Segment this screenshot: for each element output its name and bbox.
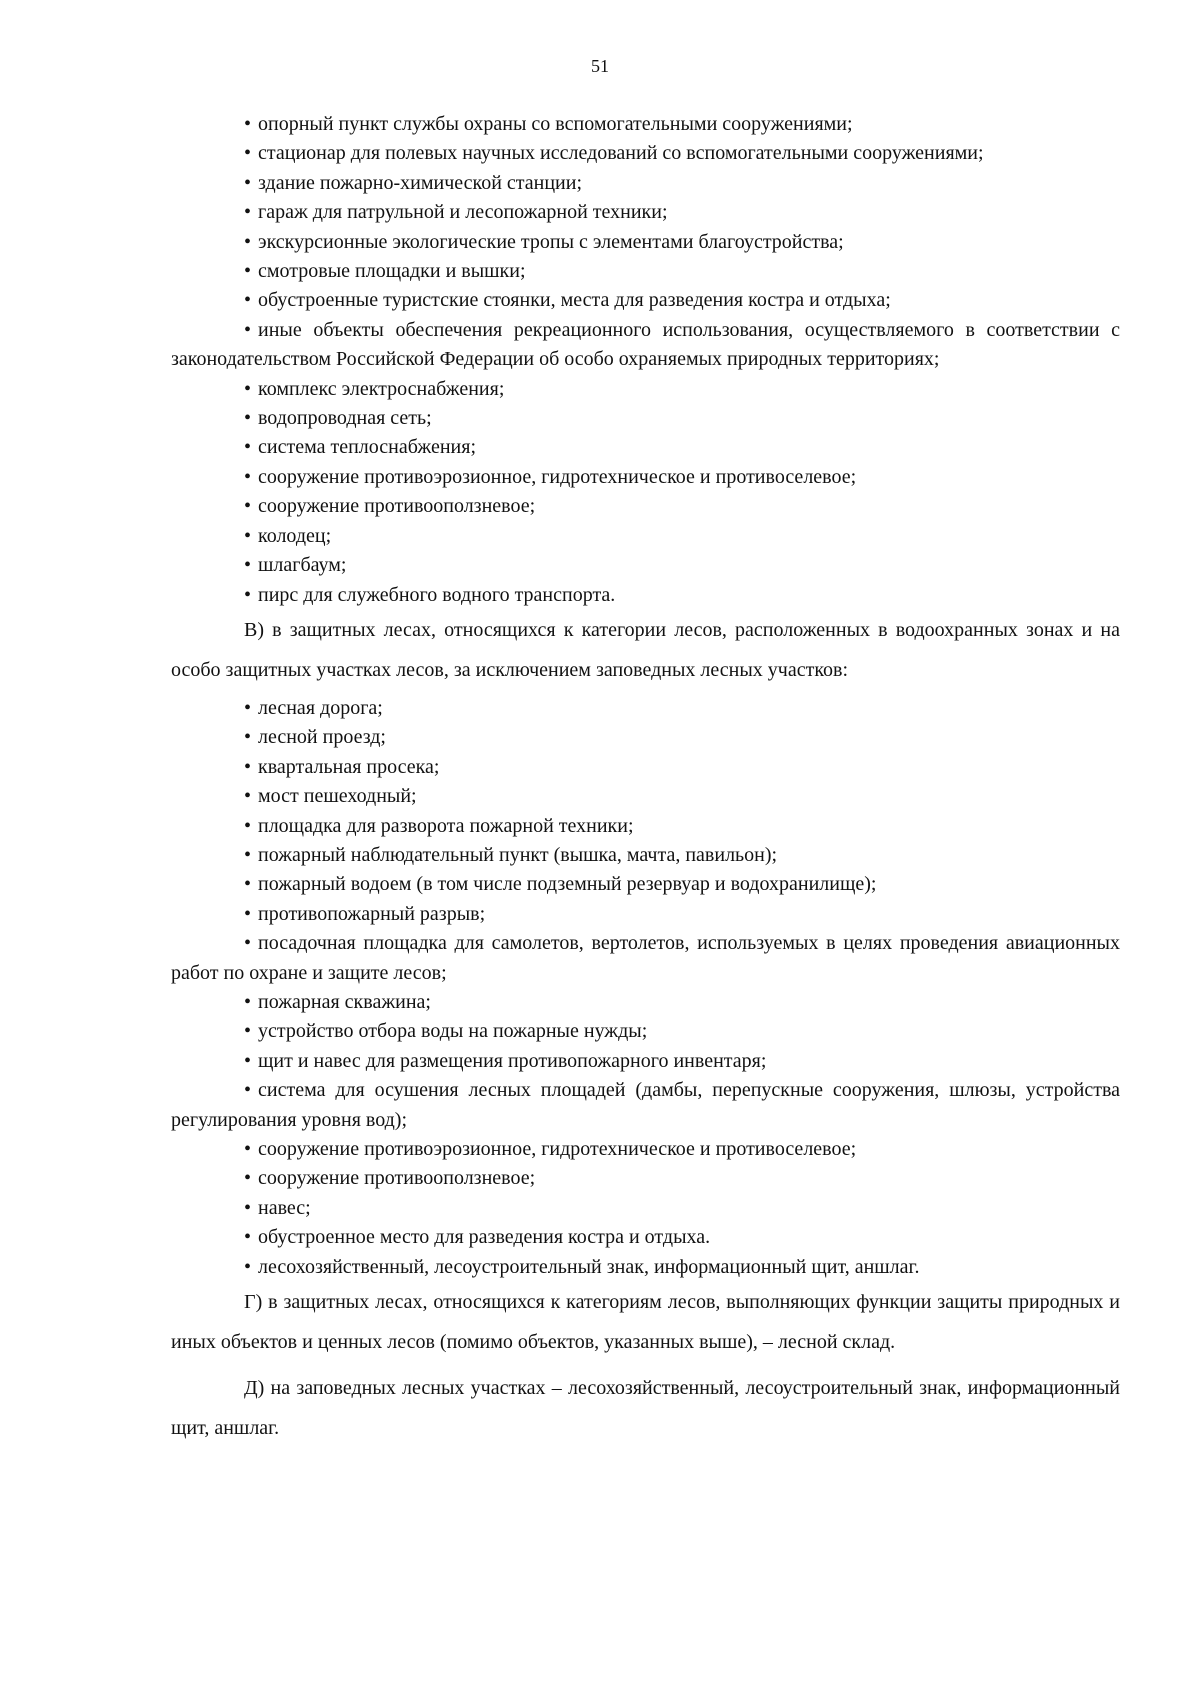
bullet-item bbox=[171, 404, 1120, 433]
bullet-item bbox=[171, 929, 1120, 988]
bullet-text: лесной проезд; bbox=[258, 726, 386, 749]
bullet-item bbox=[171, 1164, 1120, 1193]
bullet-icon: • bbox=[244, 902, 252, 925]
bullet-icon: • bbox=[244, 1079, 252, 1102]
bullet-icon: • bbox=[244, 1020, 252, 1043]
bullet-icon: • bbox=[244, 230, 252, 253]
bullet-text: комплекс электроснабжения; bbox=[258, 377, 505, 400]
bullet-icon: • bbox=[244, 990, 252, 1013]
section-paragraph: В) в защитных лесах, относящихся к категории лесов, расположенных в водоохранных зонах и на особо защитных участках лесов, за исключением заповедных лесных участков: bbox=[171, 618, 1120, 681]
bullet-item bbox=[171, 581, 1120, 610]
bullet-text: пожарная скважина; bbox=[258, 990, 431, 1013]
bullet-text: устройство отбора воды на пожарные нужды; bbox=[258, 1020, 648, 1043]
bullet-icon: • bbox=[244, 583, 252, 606]
bullet-text: смотровые площадки и вышки; bbox=[258, 260, 526, 283]
bullet-item bbox=[171, 841, 1120, 870]
bullet-icon: • bbox=[244, 436, 252, 459]
bullet-icon: • bbox=[244, 755, 252, 778]
bullet-item bbox=[171, 198, 1120, 227]
bullet-item bbox=[171, 433, 1120, 462]
bullet-item bbox=[171, 257, 1120, 286]
bullet-icon: • bbox=[244, 318, 252, 341]
bullet-item bbox=[171, 286, 1120, 315]
bullet-item bbox=[171, 694, 1120, 723]
bullet-icon: • bbox=[244, 554, 252, 577]
bullet-text: гараж для патрульной и лесопожарной техники; bbox=[258, 201, 668, 224]
bullet-text: сооружение противооползневое; bbox=[258, 495, 536, 518]
bullet-item bbox=[171, 782, 1120, 811]
bullet-item bbox=[171, 169, 1120, 198]
bullet-text: обустроенное место для разведения костра и отдыха. bbox=[258, 1226, 711, 1249]
bullet-icon: • bbox=[244, 495, 252, 518]
bullet-icon: • bbox=[244, 465, 252, 488]
bullet-icon: • bbox=[244, 142, 252, 165]
bullet-text: колодец; bbox=[258, 524, 332, 547]
bullet-icon: • bbox=[244, 1196, 252, 1219]
bullet-icon: • bbox=[244, 932, 252, 955]
bullet-icon: • bbox=[244, 1226, 252, 1249]
bullet-item bbox=[171, 1047, 1120, 1076]
bullet-icon: • bbox=[244, 407, 252, 430]
bullet-icon: • bbox=[244, 696, 252, 719]
bullet-text: мост пешеходный; bbox=[258, 785, 417, 808]
bullet-text: пирс для служебного водного транспорта. bbox=[258, 583, 616, 606]
bullet-text: площадка для разворота пожарной техники; bbox=[258, 814, 634, 837]
bullet-item bbox=[171, 753, 1120, 782]
bullet-item bbox=[171, 463, 1120, 492]
bullet-icon: • bbox=[244, 726, 252, 749]
bullet-text: пожарный наблюдательный пункт (вышка, мачта, павильон); bbox=[258, 843, 778, 866]
bullet-icon: • bbox=[244, 201, 252, 224]
bullet-text: система теплоснабжения; bbox=[258, 436, 476, 459]
bullet-icon: • bbox=[244, 873, 252, 896]
bullet-item bbox=[171, 988, 1120, 1017]
section-paragraph: Г) в защитных лесах, относящихся к категориям лесов, выполняющих функции защиты природных и иных объектов и ценных лесов (помимо объектов, указанных выше), – лесной склад. bbox=[171, 1291, 1120, 1354]
bullet-text: шлагбаум; bbox=[258, 554, 347, 577]
bullet-icon: • bbox=[244, 260, 252, 283]
bullet-item bbox=[171, 1017, 1120, 1046]
page-number: 51 bbox=[591, 56, 609, 76]
bullet-item bbox=[171, 1253, 1120, 1282]
bullet-text: иные объекты обеспечения рекреационного использования, осуществляемого в соответствии с законодательством Российской Федерации об особо охраняемых природных территориях; bbox=[171, 318, 1120, 371]
bullet-item bbox=[171, 228, 1120, 257]
bullet-icon: • bbox=[244, 113, 252, 135]
bullet-item bbox=[171, 551, 1120, 580]
bullet-text: обустроенные туристские стоянки, места для разведения костра и отдыха; bbox=[258, 289, 891, 312]
bullet-text: здание пожарно-химической станции; bbox=[258, 171, 583, 194]
bullet-item bbox=[171, 139, 1120, 168]
bullet-item bbox=[171, 492, 1120, 521]
bullet-text: система для осушения лесных площадей (дамбы, перепускные сооружения, шлюзы, устройства регулирования уровня вод); bbox=[171, 1079, 1120, 1131]
bullet-icon: • bbox=[244, 1049, 252, 1072]
section-paragraph: Д) на заповедных лесных участках – лесохозяйственный, лесоустроительный знак, информационный щит, аншлаг. bbox=[171, 1377, 1120, 1440]
bullet-item bbox=[171, 870, 1120, 899]
bullet-text: сооружение противоэрозионное, гидротехническое и противоселевое; bbox=[258, 465, 857, 488]
bullet-icon: • bbox=[244, 843, 252, 866]
bullet-text: квартальная просека; bbox=[258, 755, 440, 778]
bullet-text: лесная дорога; bbox=[258, 696, 383, 719]
bullet-item bbox=[171, 900, 1120, 929]
bullet-icon: • bbox=[244, 171, 252, 194]
bullet-item bbox=[171, 110, 1120, 139]
bullet-text: навес; bbox=[258, 1196, 311, 1219]
bullet-icon: • bbox=[244, 1167, 252, 1190]
bullet-text: лесохозяйственный, лесоустроительный знак, информационный щит, аншлаг. bbox=[258, 1255, 920, 1278]
bullet-icon: • bbox=[244, 1138, 252, 1160]
bullet-icon: • bbox=[244, 785, 252, 808]
bullet-text: щит и навес для размещения противопожарного инвентаря; bbox=[258, 1049, 767, 1072]
bullet-icon: • bbox=[244, 289, 252, 312]
bullet-icon: • bbox=[244, 377, 252, 400]
bullet-text: пожарный водоем (в том числе подземный резервуар и водохранилище); bbox=[258, 873, 877, 896]
bullet-item bbox=[171, 1135, 1120, 1164]
bullet-item bbox=[171, 1194, 1120, 1223]
bullet-text: экскурсионные экологические тропы с элементами благоустройства; bbox=[258, 230, 844, 253]
bullet-item bbox=[171, 1076, 1120, 1135]
bullet-icon: • bbox=[244, 524, 252, 547]
bullet-text: противопожарный разрыв; bbox=[258, 902, 486, 925]
document-body bbox=[171, 110, 1120, 1448]
bullet-item bbox=[171, 316, 1120, 375]
bullet-item bbox=[171, 723, 1120, 752]
bullet-item bbox=[171, 812, 1120, 841]
bullet-item bbox=[171, 1223, 1120, 1252]
bullet-text: сооружение противооползневое; bbox=[258, 1167, 536, 1190]
bullet-text: стационар для полевых научных исследований со вспомогательными сооружениями; bbox=[258, 142, 984, 165]
bullet-item bbox=[171, 375, 1120, 404]
bullet-icon: • bbox=[244, 814, 252, 837]
bullet-text: водопроводная сеть; bbox=[258, 407, 432, 430]
bullet-item bbox=[171, 522, 1120, 551]
bullet-icon: • bbox=[244, 1255, 252, 1278]
bullet-text: опорный пункт службы охраны со вспомогательными сооружениями; bbox=[258, 113, 853, 135]
bullet-text: посадочная площадка для самолетов, вертолетов, используемых в целях проведения авиационных работ по охране и защите лесов; bbox=[171, 932, 1120, 984]
bullet-text: сооружение противоэрозионное, гидротехническое и противоселевое; bbox=[258, 1138, 857, 1160]
